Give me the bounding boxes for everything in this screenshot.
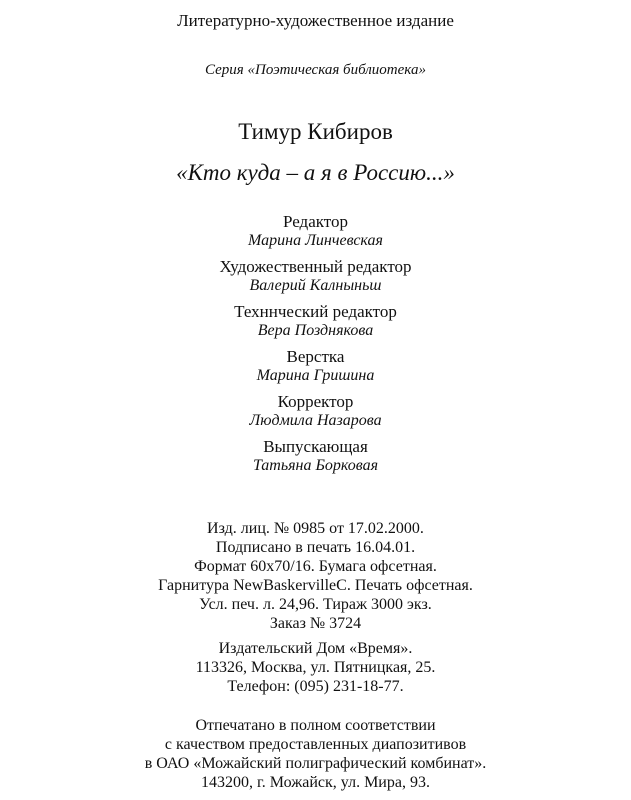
credit-name: Вера Позднякова — [257, 322, 374, 339]
printer-line: Отпечатано в полном соответствии — [195, 717, 436, 734]
credit-editor — [0, 212, 631, 250]
credit-art-editor — [0, 257, 631, 295]
credit-layout — [0, 347, 631, 385]
credit-role: Редактор — [283, 212, 348, 231]
publication-line: Гарнитура NewBaskervilleC. Печать офсетная. — [158, 577, 473, 594]
edition-type: Литературно-художественное издание — [177, 11, 454, 30]
credit-proofreader — [0, 392, 631, 430]
printer-line: с качеством предоставленных диапозитивов — [164, 736, 467, 753]
publication-line: Усл. печ. л. 24,96. Тираж 3000 экз. — [199, 596, 432, 613]
publication-line: Подписано в печать 16.04.01. — [215, 539, 416, 556]
publication-details — [0, 519, 631, 633]
credit-name: Татьяна Борковая — [252, 457, 379, 474]
credit-role: Художественный редактор — [219, 257, 412, 276]
printer-info — [0, 716, 631, 792]
publication-line: Изд. лиц. № 0985 от 17.02.2000. — [207, 520, 424, 537]
publisher-line: Издательский Дом «Время». — [218, 640, 413, 657]
credit-name: Валерий Калныньш — [249, 277, 382, 294]
credits-list — [0, 212, 631, 482]
publisher-line: Телефон: (095) 231-18-77. — [227, 678, 404, 695]
printer-line: в ОАО «Можайский полиграфический комбинат». — [144, 755, 487, 772]
publication-line: Формат 60х70/16. Бумага офсетная. — [194, 558, 437, 575]
credit-name: Марина Линчевская — [248, 232, 383, 249]
publisher-info — [0, 639, 631, 696]
publisher-line: 113326, Москва, ул. Пятницкая, 25. — [195, 659, 436, 676]
printer-line: 143200, г. Можайск, ул. Мира, 93. — [201, 774, 430, 791]
credit-role: Техннческий редактор — [234, 302, 397, 321]
credit-role: Выпускающая — [263, 437, 368, 456]
series-name: Серия «Поэтическая библиотека» — [205, 62, 426, 78]
publication-line: Заказ № 3724 — [269, 615, 362, 632]
credit-name: Людмила Назарова — [249, 412, 382, 429]
credit-role: Корректор — [277, 392, 354, 411]
book-title: «Кто куда – а я в Россию...» — [176, 160, 455, 185]
author-name: Тимур Кибиров — [238, 119, 393, 144]
credit-name: Марина Гришина — [256, 367, 375, 384]
credit-role: Верстка — [286, 347, 345, 366]
credit-technical-editor — [0, 302, 631, 340]
credit-release — [0, 437, 631, 475]
